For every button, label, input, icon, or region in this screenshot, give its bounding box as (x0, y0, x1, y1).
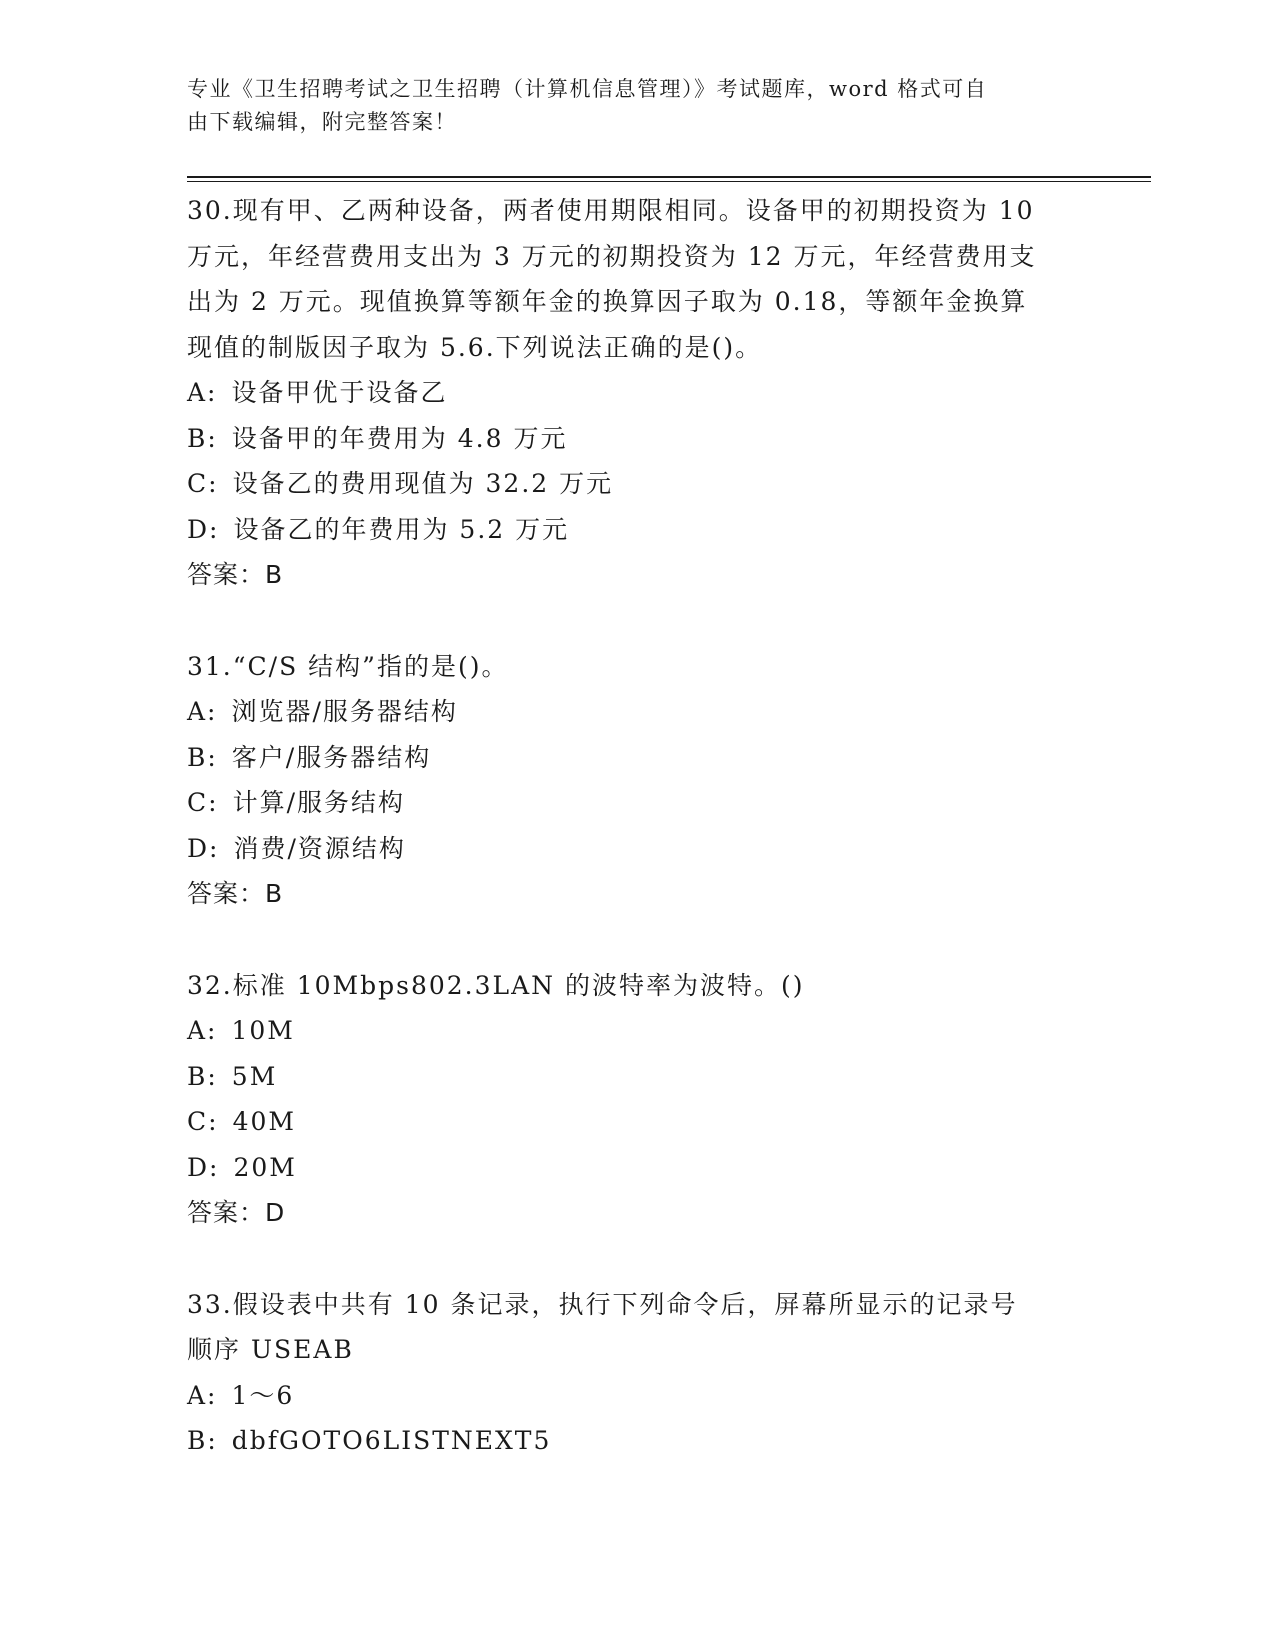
answer-line: 答案：B (187, 879, 284, 908)
option-text: 消费/资源结构 (233, 833, 406, 863)
option-b (187, 735, 1087, 781)
option-letter: D: (187, 833, 220, 863)
option-text: 5M (231, 1061, 278, 1091)
question-30 (187, 188, 1087, 598)
option-text: 1～6 (231, 1380, 295, 1410)
question-stem-line: 33.假设表中共有 10 条记录，执行下列命令后，屏幕所显示的记录号 (187, 1289, 1018, 1319)
question-stem-line: 31.“C/S 结构”指的是()。 (187, 651, 509, 681)
option-letter: A: (187, 1380, 218, 1410)
question-list (187, 188, 1087, 1464)
option-a (187, 689, 1087, 735)
question-stem-line: 现值的制版因子取为 5.6.下列说法正确的是()。 (187, 332, 763, 362)
answer-line: 答案：D (187, 1198, 286, 1227)
option-letter: C: (187, 788, 219, 817)
header-divider-thin (187, 181, 1151, 182)
option-a (187, 370, 1087, 416)
question-32 (187, 963, 1087, 1236)
question-spacer (187, 917, 1087, 963)
option-text: 设备甲的年费用为 4.8 万元 (231, 423, 568, 453)
option-letter: D: (187, 1152, 220, 1182)
question-33 (187, 1282, 1087, 1464)
option-text: 10M (231, 1016, 295, 1045)
option-text: 计算/服务结构 (232, 788, 405, 817)
question-stem-line: 顺序 USEAB (187, 1335, 354, 1364)
question-stem-line: 32.标准 10Mbps802.3LAN 的波特率为波特。() (187, 970, 805, 1000)
answer-line: 答案：B (187, 560, 284, 589)
option-d (187, 826, 1087, 872)
option-letter: B: (187, 423, 218, 453)
option-text: 设备甲优于设备乙 (231, 378, 448, 407)
header-divider-thick (187, 176, 1151, 178)
option-letter: A: (187, 697, 218, 726)
option-letter: B: (187, 1061, 218, 1091)
option-letter: A: (187, 1016, 218, 1045)
question-stem-line: 30.现有甲、乙两种设备，两者使用期限相同。设备甲的初期投资为 10 (187, 196, 1035, 225)
document-header (187, 73, 1087, 139)
header-line-1: 专业《卫生招聘考试之卫生招聘（计算机信息管理）》考试题库，word 格式可自 (187, 77, 988, 101)
option-text: 20M (233, 1152, 297, 1182)
option-letter: D: (187, 514, 220, 544)
option-letter: B: (187, 742, 218, 772)
option-text: 40M (232, 1107, 296, 1136)
option-letter: C: (187, 1107, 219, 1136)
option-b (187, 1054, 1087, 1100)
question-spacer (187, 1236, 1087, 1282)
option-text: 浏览器/服务器结构 (231, 697, 458, 726)
option-b (187, 416, 1087, 462)
option-a (187, 1373, 1087, 1419)
option-letter: B: (187, 1426, 218, 1455)
option-text: 设备乙的费用现值为 32.2 万元 (232, 469, 614, 498)
option-letter: A: (187, 378, 218, 407)
option-text: 客户/服务器结构 (231, 742, 432, 772)
option-d (187, 1145, 1087, 1191)
question-31 (187, 644, 1087, 917)
option-c (187, 780, 1087, 826)
option-text: 设备乙的年费用为 5.2 万元 (233, 514, 570, 544)
option-text: dbfGOTO6LISTNEXT5 (231, 1426, 552, 1455)
question-spacer (187, 598, 1087, 644)
option-d (187, 507, 1087, 553)
question-stem-line: 出为 2 万元。现值换算等额年金的换算因子取为 0.18，等额年金换算 (187, 287, 1028, 316)
option-letter: C: (187, 469, 219, 498)
header-line-2: 由下载编辑，附完整答案！ (187, 110, 457, 134)
option-c (187, 461, 1087, 507)
option-c (187, 1099, 1087, 1145)
question-stem-line: 万元，年经营费用支出为 3 万元的初期投资为 12 万元，年经营费用支 (187, 241, 1037, 271)
option-b (187, 1418, 1087, 1464)
option-a (187, 1008, 1087, 1054)
